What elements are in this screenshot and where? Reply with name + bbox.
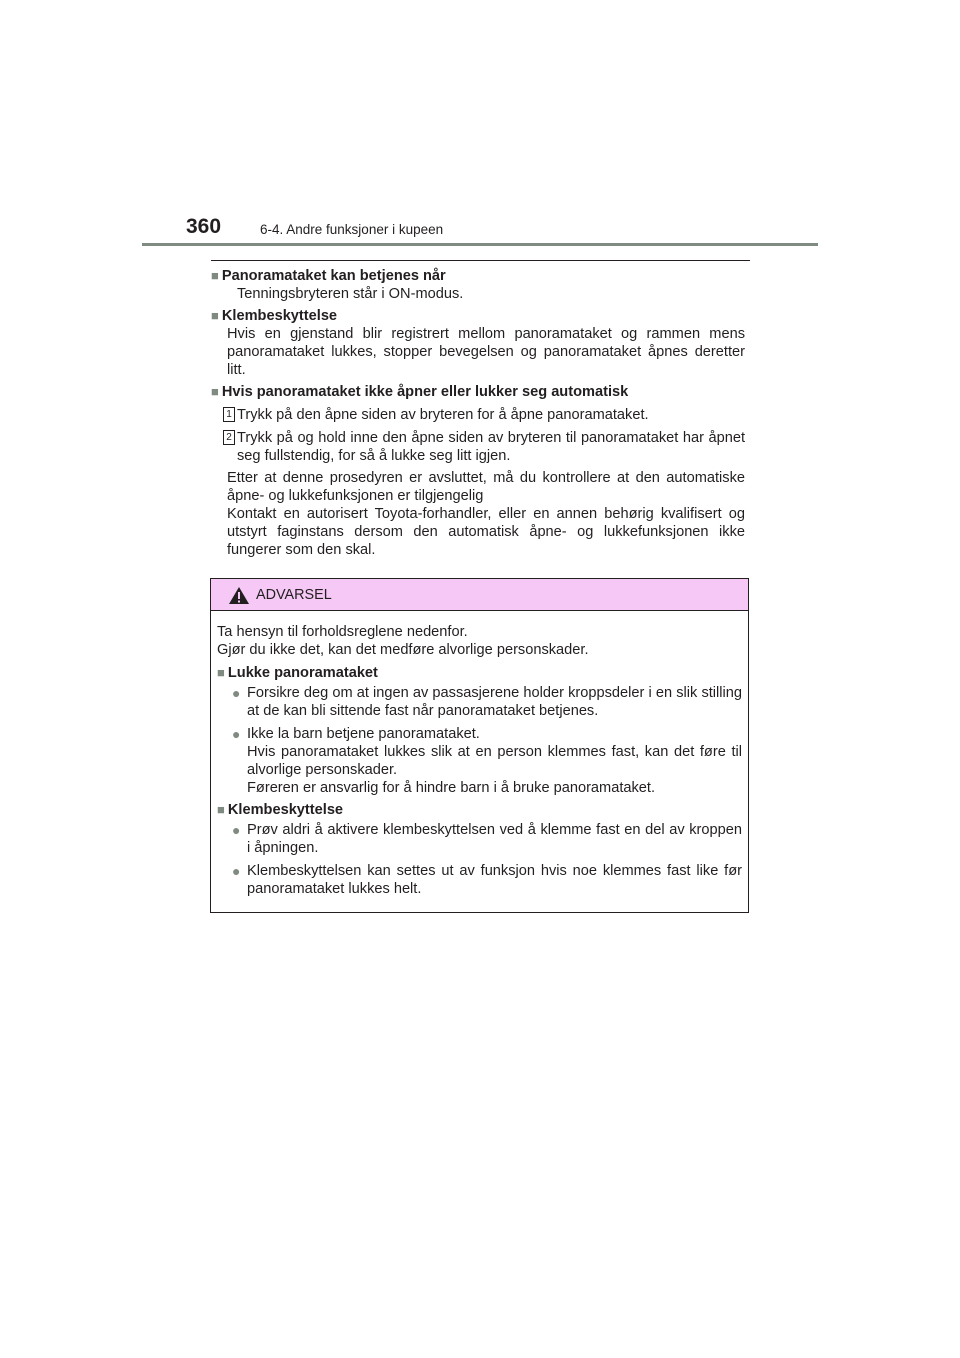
warning-bullet [232,725,742,797]
section-heading: ■ Klembeskyttelse [211,308,338,324]
bullet-line: Prøv aldri å aktivere klembeskyttelsen ved å klemme fast en del av kroppen i åpningen. [247,822,742,856]
bullet-line: Hvis panoramataket lukkes slik at en person klemmes fast, kan det føre til alvorlige personskader. [247,744,742,778]
bullet-line: Forsikre deg om at ingen av passasjerene holder kroppsdeler i en slik stilling at de kan bli sittende fast når panoramataket betjenes. [247,685,742,719]
header-rule [142,243,818,246]
circle-bullet-icon: ● [232,863,241,879]
step-item [226,429,745,465]
bullet-line: Føreren er ansvarlig for å hindre barn i å bruke panoramataket. [247,780,656,796]
section-auto-failure [211,383,745,559]
section-title: 6-4. Andre funksjoner i kupeen [260,222,444,237]
warning-box [210,578,749,913]
bullet-line: Ikke la barn betjene panoramataket. [247,726,480,742]
warning-bullet [232,821,742,857]
step-text: Trykk på og hold inne den åpne siden av bryteren til panoramataket har åpnet seg fullstendig, for så å lukke seg litt igjen. [237,430,745,464]
square-bullet-icon: ■ [211,384,219,399]
warning-triangle-icon [228,586,250,605]
page-number: 360 [186,215,222,238]
warning-label: ADVARSEL [256,587,332,603]
section-text: Hvis en gjenstand blir registrert mellom panoramataket og rammen mens panoramataket lukkes, stopper bevegelsen og panoramataket åpnes deretter litt. [227,326,745,378]
square-bullet-icon: ■ [217,665,225,680]
square-bullet-icon: ■ [211,268,219,283]
section-pinch-protection [211,307,745,379]
step-text: Trykk på den åpne siden av bryteren for å åpne panoramataket. [237,407,649,423]
section-heading: ■ Panoramataket kan betjenes når [211,268,446,284]
square-bullet-icon: ■ [217,802,225,817]
warning-intro: Gjør du ikke det, kan det medføre alvorlige personskader. [217,642,589,658]
top-rule [211,260,750,261]
warning-bullet [232,684,742,720]
step-number: 2 [223,430,235,445]
warning-group-heading: ■ Lukke panoramataket [217,665,378,681]
section-text: Etter at denne prosedyren er avsluttet, må du kontrollere at den automatiske åpne- og lukkefunksjonen er tilgjengelig [227,470,745,504]
circle-bullet-icon: ● [232,822,241,838]
square-bullet-icon: ■ [211,308,219,323]
circle-bullet-icon: ● [232,726,241,742]
section-text: Tenningsbryteren står i ON-modus. [237,286,464,302]
warning-bullet [232,862,742,898]
section-text: Kontakt en autorisert Toyota-forhandler, eller en annen behørig kvalifisert og utstyrt faginstans dersom den automatisk åpne- og lukkefunksjonen ikke fungerer som den skal. [227,506,745,558]
warning-body [211,611,748,898]
section-heading: ■ Hvis panoramataket ikke åpner eller lukker seg automatisk [211,384,629,400]
warning-intro: Ta hensyn til forholdsreglene nedenfor. [217,624,468,640]
circle-bullet-icon: ● [232,685,241,701]
section-operable [211,267,745,303]
warning-header [211,579,748,611]
main-content [211,266,745,563]
step-item [226,406,745,424]
step-number: 1 [223,407,235,422]
bullet-line: Klembeskyttelsen kan settes ut av funksjon hvis noe klemmes fast like før panoramataket lukkes helt. [247,863,742,897]
warning-group-heading: ■ Klembeskyttelse [217,802,344,818]
